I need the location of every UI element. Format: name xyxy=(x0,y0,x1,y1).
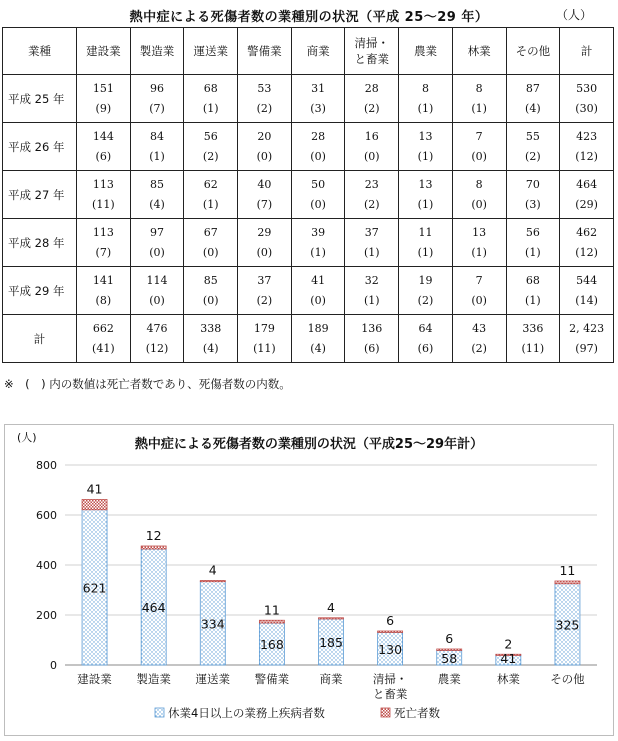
death-count: (2) xyxy=(471,341,487,355)
death-count: (0) xyxy=(202,245,219,259)
bar-death-8 xyxy=(555,581,580,584)
casualty-count: 28 xyxy=(364,81,379,95)
casualty-count: 68 xyxy=(203,81,218,95)
death-count: (97) xyxy=(575,341,598,355)
table-cell xyxy=(560,267,614,315)
death-count: (1) xyxy=(363,293,380,307)
death-count: (11) xyxy=(521,341,545,355)
bar-death-value-label: 12 xyxy=(145,528,162,543)
casualty-count: 544 xyxy=(576,273,598,287)
bar-base-value-label: 168 xyxy=(259,637,284,652)
x-tick-label: 農業 xyxy=(437,672,461,686)
bar-death-3 xyxy=(259,620,284,623)
death-count: (3) xyxy=(310,101,326,115)
table-cell xyxy=(130,219,184,267)
table-cell xyxy=(452,219,506,267)
y-tick-label: 200 xyxy=(36,609,57,622)
bar-death-value-label: 41 xyxy=(86,481,103,497)
death-count: (14) xyxy=(575,293,598,307)
casualty-count: 423 xyxy=(576,129,598,143)
chart-container xyxy=(4,424,614,736)
table-cell xyxy=(452,123,506,171)
casualty-count: 20 xyxy=(257,129,272,143)
table-cell xyxy=(238,267,292,315)
table-cell xyxy=(130,267,184,315)
casualty-count: 37 xyxy=(364,225,379,239)
casualty-count: 336 xyxy=(522,321,544,335)
table-cell xyxy=(560,123,614,171)
bar-base-value-label: 334 xyxy=(200,616,225,632)
death-count: (1) xyxy=(471,245,487,259)
table-cell xyxy=(291,219,345,267)
death-count: (2) xyxy=(417,293,434,307)
death-count: (4) xyxy=(149,197,165,211)
header-col-5: 清掃・ と畜業 xyxy=(345,28,399,75)
header-col-7: 林業 xyxy=(452,28,506,75)
death-count: (1) xyxy=(417,101,434,115)
casualty-count: 29 xyxy=(257,225,272,239)
casualty-count: 662 xyxy=(92,321,114,335)
table-header-row xyxy=(3,28,614,75)
death-count: (1) xyxy=(202,101,219,115)
bar-death-0 xyxy=(82,500,107,510)
death-count: (0) xyxy=(310,149,326,163)
death-count: (7) xyxy=(256,197,273,211)
casualty-count: 114 xyxy=(146,273,168,287)
row-label: 平成 25 年 xyxy=(3,75,77,123)
x-tick-label: 林業 xyxy=(496,672,520,686)
death-count: (1) xyxy=(525,245,541,259)
table-cell xyxy=(345,75,399,123)
casualty-count: 7 xyxy=(475,129,483,143)
casualty-count: 338 xyxy=(200,321,222,335)
x-tick-label: その他 xyxy=(550,672,585,686)
x-tick-label: 建設業 xyxy=(77,672,112,686)
death-count: (11) xyxy=(253,341,276,355)
table-cell xyxy=(399,315,453,363)
casualty-count: 85 xyxy=(203,273,218,287)
table-cell xyxy=(291,123,345,171)
y-tick-label: 800 xyxy=(36,459,57,472)
casualty-table xyxy=(2,27,614,363)
table-cell xyxy=(506,267,560,315)
row-label: 平成 29 年 xyxy=(3,267,77,315)
table-note: ※ ( ) 内の数値は死亡者数であり、死傷者数の内数。 xyxy=(4,377,291,391)
casualty-count: 96 xyxy=(150,81,165,95)
death-count: (3) xyxy=(525,197,541,211)
casualty-count: 462 xyxy=(576,225,598,239)
table-cell xyxy=(506,315,560,363)
death-count: (7) xyxy=(95,245,112,259)
chart-title: 熱中症による死傷者数の業種別の状況（平成25～29年計） xyxy=(134,437,484,452)
death-count: (12) xyxy=(145,341,169,355)
casualty-count: 179 xyxy=(253,321,275,335)
bar-death-value-label: 11 xyxy=(559,563,576,578)
table-cell xyxy=(506,75,560,123)
bar-death-value-label: 11 xyxy=(263,602,280,618)
x-axis-labels xyxy=(77,672,585,701)
casualty-count: 464 xyxy=(576,177,598,191)
table-cell xyxy=(77,219,131,267)
header-col-1: 製造業 xyxy=(130,28,184,75)
death-count: (30) xyxy=(575,101,598,115)
casualty-count: 37 xyxy=(257,273,272,287)
casualty-count: 13 xyxy=(418,177,433,191)
table-cell xyxy=(345,267,399,315)
casualty-count: 151 xyxy=(92,81,114,95)
table-cell xyxy=(130,123,184,171)
casualty-count: 476 xyxy=(146,321,168,335)
casualty-count: 31 xyxy=(311,81,326,95)
table-row xyxy=(3,267,614,315)
death-count: (2) xyxy=(256,101,273,115)
table-cell xyxy=(506,219,560,267)
bar-death-4 xyxy=(319,618,344,619)
casualty-count: 56 xyxy=(525,225,540,239)
x-tick-label: 警備業 xyxy=(254,672,290,686)
table-cell xyxy=(560,315,614,363)
table-cell xyxy=(560,75,614,123)
table-cell xyxy=(77,123,131,171)
header-col-4: 商業 xyxy=(291,28,345,75)
casualty-count: 85 xyxy=(150,177,165,191)
bar-death-1 xyxy=(141,546,166,549)
casualty-count: 62 xyxy=(203,177,218,191)
table-cell xyxy=(506,123,560,171)
casualty-count: 53 xyxy=(257,81,272,95)
table-cell xyxy=(130,171,184,219)
table-cell xyxy=(345,171,399,219)
table-cell xyxy=(452,75,506,123)
x-tick-label: 商業 xyxy=(319,672,343,686)
y-tick-label: 600 xyxy=(36,509,57,522)
table-cell xyxy=(291,171,345,219)
table-cell xyxy=(184,267,238,315)
header-col-6: 農業 xyxy=(399,28,453,75)
x-tick-label: 運送業 xyxy=(195,672,231,686)
bar-death-value-label: 6 xyxy=(445,631,454,646)
casualty-count: 16 xyxy=(364,129,379,143)
casualty-count: 8 xyxy=(475,177,483,191)
bar-death-value-label: 6 xyxy=(386,613,395,628)
casualty-count: 530 xyxy=(576,81,598,95)
death-count: (0) xyxy=(471,293,487,307)
casualty-count: 19 xyxy=(418,273,433,287)
death-count: (1) xyxy=(417,149,434,163)
death-count: (1) xyxy=(417,245,434,259)
y-tick-label: 0 xyxy=(50,659,57,672)
table-cell xyxy=(399,267,453,315)
casualty-count: 67 xyxy=(203,225,218,239)
casualty-count: 70 xyxy=(525,177,540,191)
casualty-count: 141 xyxy=(92,273,114,287)
casualty-count: 41 xyxy=(311,273,326,287)
death-count: (2) xyxy=(363,101,380,115)
bar-death-value-label: 2 xyxy=(504,636,513,652)
header-industry-label: 業種 xyxy=(3,28,77,75)
table-cell xyxy=(238,75,292,123)
death-count: (0) xyxy=(256,149,273,163)
table-cell xyxy=(345,219,399,267)
casualty-count: 11 xyxy=(418,225,433,239)
death-count: (2) xyxy=(363,197,380,211)
table-cell xyxy=(238,315,292,363)
casualty-count: 189 xyxy=(307,321,329,335)
bar-base-value-label: 621 xyxy=(82,580,107,596)
casualty-count: 43 xyxy=(472,321,487,335)
death-count: (1) xyxy=(525,293,541,307)
bar-death-2 xyxy=(200,581,225,582)
casualty-count: 144 xyxy=(92,129,114,143)
death-count: (1) xyxy=(310,245,326,259)
table-cell xyxy=(238,123,292,171)
casualty-count: 84 xyxy=(150,129,165,143)
death-count: (2) xyxy=(202,149,219,163)
casualty-count: 64 xyxy=(418,321,433,335)
casualty-count: 50 xyxy=(311,177,326,191)
death-count: (12) xyxy=(575,245,598,259)
table-cell xyxy=(560,219,614,267)
row-label: 平成 28 年 xyxy=(3,219,77,267)
death-count: (1) xyxy=(149,149,165,163)
table-cell xyxy=(399,75,453,123)
table-cell xyxy=(77,267,131,315)
bar-base-value-label: 41 xyxy=(500,651,517,666)
table-cell xyxy=(184,315,238,363)
casualty-count: 7 xyxy=(475,273,483,287)
table-cell xyxy=(345,123,399,171)
death-count: (0) xyxy=(471,149,487,163)
death-count: (1) xyxy=(471,101,487,115)
casualty-count: 32 xyxy=(364,273,379,287)
y-axis-unit: (人) xyxy=(17,431,37,444)
casualty-count: 68 xyxy=(525,273,540,287)
death-count: (1) xyxy=(363,245,380,259)
table-row xyxy=(3,75,614,123)
table-cell xyxy=(184,123,238,171)
bars xyxy=(82,482,580,667)
x-tick-label: 製造業 xyxy=(136,672,171,686)
casualty-count: 55 xyxy=(525,129,540,143)
table-cell xyxy=(452,315,506,363)
table-cell xyxy=(399,219,453,267)
header-col-0: 建設業 xyxy=(77,28,131,75)
y-axis-ticks xyxy=(36,459,57,672)
death-count: (0) xyxy=(256,245,273,259)
casualty-count: 2, 423 xyxy=(569,321,605,335)
casualty-count: 113 xyxy=(92,177,114,191)
table-cell xyxy=(238,219,292,267)
bar-death-5 xyxy=(378,631,403,633)
death-count: (4) xyxy=(525,101,541,115)
table-row xyxy=(3,315,614,363)
death-count: (11) xyxy=(92,197,115,211)
casualty-count: 8 xyxy=(475,81,483,95)
death-count: (6) xyxy=(363,341,380,355)
table-cell xyxy=(184,75,238,123)
legend xyxy=(155,706,440,720)
death-count: (2) xyxy=(525,149,541,163)
table-cell xyxy=(291,315,345,363)
header-col-2: 運送業 xyxy=(184,28,238,75)
casualty-count: 28 xyxy=(311,129,326,143)
header-col-9: 計 xyxy=(560,28,614,75)
bar-base-value-label: 464 xyxy=(141,600,166,615)
casualty-count: 97 xyxy=(150,225,165,239)
death-count: (0) xyxy=(149,245,165,259)
table-cell xyxy=(130,75,184,123)
death-count: (4) xyxy=(310,341,326,355)
death-count: (6) xyxy=(417,341,434,355)
table-cell xyxy=(452,267,506,315)
table-cell xyxy=(399,171,453,219)
casualty-count: 13 xyxy=(472,225,487,239)
table-cell xyxy=(399,123,453,171)
table-cell xyxy=(345,315,399,363)
death-count: (8) xyxy=(95,293,112,307)
death-count: (0) xyxy=(149,293,165,307)
y-tick-label: 400 xyxy=(36,559,57,572)
bar-base-value-label: 185 xyxy=(319,634,343,650)
casualty-count: 40 xyxy=(257,177,272,191)
death-count: (7) xyxy=(149,101,165,115)
death-count: (0) xyxy=(202,293,219,307)
casualty-count: 113 xyxy=(92,225,114,239)
table-cell xyxy=(184,219,238,267)
casualty-count: 23 xyxy=(364,177,379,191)
bar-base-value-label: 325 xyxy=(555,617,580,633)
death-count: (0) xyxy=(310,293,326,307)
death-count: (4) xyxy=(202,341,219,355)
death-count: (1) xyxy=(202,197,219,211)
death-count: (2) xyxy=(256,293,273,307)
casualty-count: 56 xyxy=(203,129,218,143)
death-count: (6) xyxy=(95,149,112,163)
table-cell xyxy=(238,171,292,219)
bar-base-value-label: 58 xyxy=(441,651,458,666)
casualty-count: 39 xyxy=(311,225,326,239)
table-row xyxy=(3,123,614,171)
death-count: (0) xyxy=(471,197,487,211)
stacked-bar-chart xyxy=(5,425,613,735)
death-count: (0) xyxy=(310,197,326,211)
table-title: 熱中症による死傷者数の業種別の状況（平成 25～29 年） xyxy=(129,10,489,25)
table-cell xyxy=(130,315,184,363)
casualty-count: 8 xyxy=(421,81,429,95)
table-cell xyxy=(291,75,345,123)
casualty-count: 13 xyxy=(418,129,433,143)
death-count: (12) xyxy=(575,149,598,163)
table-cell xyxy=(506,171,560,219)
death-count: (41) xyxy=(92,341,115,355)
legend-label-base: 休業4日以上の業務上疾病者数 xyxy=(168,706,325,720)
table-cell xyxy=(452,171,506,219)
death-count: (29) xyxy=(575,197,598,211)
bar-base-value-label: 130 xyxy=(378,641,403,657)
death-count: (0) xyxy=(363,149,380,163)
casualty-count: 136 xyxy=(361,321,383,335)
table-cell xyxy=(184,171,238,219)
header-col-3: 警備業 xyxy=(238,28,292,75)
table-cell xyxy=(77,171,131,219)
bar-death-value-label: 4 xyxy=(208,562,217,578)
bar-death-value-label: 4 xyxy=(327,599,335,615)
row-label: 平成 26 年 xyxy=(3,123,77,171)
casualty-count: 87 xyxy=(525,81,540,95)
legend-swatch-death xyxy=(381,708,390,717)
table-cell xyxy=(77,315,131,363)
table-cell xyxy=(77,75,131,123)
death-count: (1) xyxy=(417,197,434,211)
table-row xyxy=(3,219,614,267)
table-row xyxy=(3,171,614,219)
x-tick-label: 清掃・と畜業 xyxy=(372,672,408,701)
death-count: (9) xyxy=(95,101,112,115)
row-label: 計 xyxy=(3,315,77,363)
legend-swatch-base xyxy=(155,708,164,717)
header-col-8: その他 xyxy=(506,28,560,75)
row-label: 平成 27 年 xyxy=(3,171,77,219)
table-cell xyxy=(560,171,614,219)
table-unit: （人） xyxy=(555,8,592,22)
legend-label-death: 死亡者数 xyxy=(394,706,440,720)
table-cell xyxy=(291,267,345,315)
